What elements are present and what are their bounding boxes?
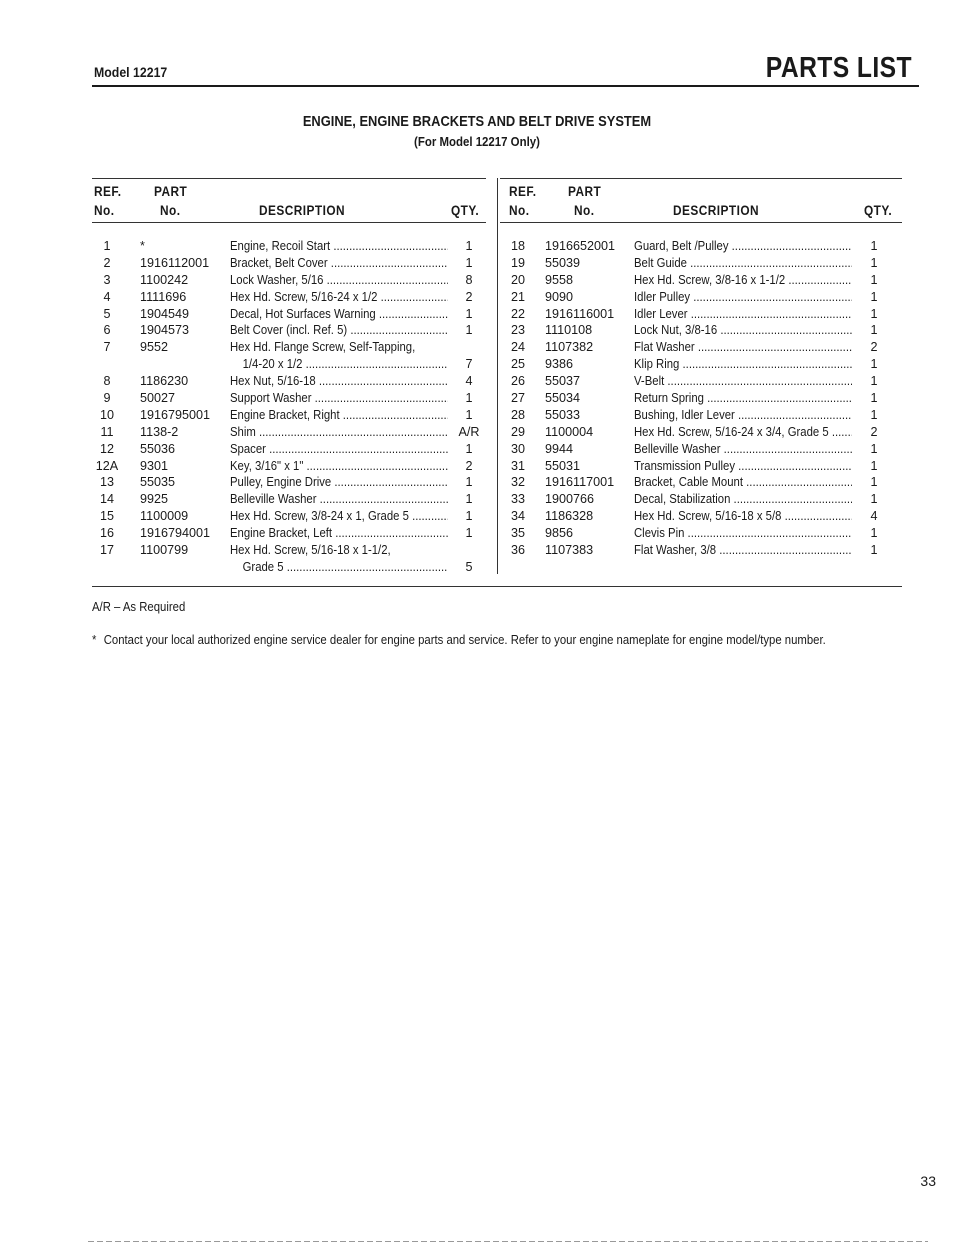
- table-row: [92, 390, 488, 407]
- table-row: [92, 407, 488, 424]
- part-number: 9558: [545, 272, 574, 287]
- part-description-text: Hex Hd. Screw, 5/16-18 x 5/8 .....: [634, 508, 852, 525]
- part-description: [230, 238, 448, 255]
- ref-number: 23: [510, 323, 525, 338]
- part-description: [634, 458, 852, 475]
- part-quantity: 2: [465, 458, 473, 473]
- header-bottom-rule-right: [500, 222, 902, 223]
- table-row: [500, 373, 900, 390]
- engine-footnote-text: Contact your local authorized engine service dealer for engine parts and service. Refer to your engine nameplate for engine model/type number.: [103, 633, 826, 647]
- ref-number: 12: [99, 441, 114, 456]
- part-description-text: Flat Washer .....: [634, 339, 852, 356]
- part-quantity: 1: [870, 357, 878, 372]
- part-quantity: 1: [870, 492, 878, 507]
- part-description: [634, 339, 852, 356]
- ref-number: 29: [510, 424, 525, 439]
- section-title: ENGINE, ENGINE BRACKETS AND BELT DRIVE SYSTEM: [302, 113, 652, 130]
- part-number: 9090: [545, 289, 574, 304]
- table-row: [92, 542, 488, 559]
- part-description-text: Klip Ring .....: [634, 356, 852, 373]
- left-ref-header-1: REF.: [94, 184, 122, 199]
- table-row: [92, 441, 488, 458]
- ref-number: 8: [103, 374, 111, 389]
- ref-number: 3: [103, 272, 111, 287]
- table-row: [92, 339, 488, 356]
- part-quantity: 2: [870, 340, 878, 355]
- right-part-header-2: No.: [574, 203, 595, 218]
- part-quantity: 1: [870, 441, 878, 456]
- part-description: [634, 424, 852, 441]
- part-quantity: 1: [870, 475, 878, 490]
- part-description-text: Bushing, Idler Lever .....: [634, 407, 852, 424]
- part-quantity: 1: [465, 407, 473, 422]
- part-description: [634, 525, 852, 542]
- part-number: 1107382: [545, 340, 594, 355]
- ref-number: 24: [510, 340, 525, 355]
- part-description-text: Support Washer .....: [230, 390, 448, 407]
- table-top-rule-left: [92, 178, 486, 179]
- table-row: [500, 458, 900, 475]
- part-number: 1916795001: [140, 407, 211, 422]
- part-number: 55031: [545, 458, 581, 473]
- table-row: [92, 238, 488, 255]
- part-quantity: 1: [465, 323, 473, 338]
- part-number: 1186328: [545, 509, 594, 524]
- ref-number: 20: [510, 272, 525, 287]
- part-description-text: Transmission Pulley .....: [634, 458, 852, 475]
- part-description: [230, 289, 448, 306]
- part-description-text: V-Belt .....: [634, 373, 852, 390]
- part-quantity: 1: [870, 374, 878, 389]
- part-description: [230, 525, 448, 542]
- part-description: [230, 458, 448, 475]
- part-quantity: 1: [465, 441, 473, 456]
- column-divider: [497, 178, 498, 574]
- part-quantity: 1: [870, 543, 878, 558]
- part-description: [230, 339, 448, 356]
- left-parts-table: [92, 238, 488, 576]
- ref-number: 25: [510, 357, 525, 372]
- part-description-text: Engine, Recoil Start .....: [230, 238, 448, 255]
- table-row: [92, 458, 488, 475]
- part-description: [634, 306, 852, 323]
- part-number: 1100009: [140, 509, 189, 524]
- part-quantity: 4: [465, 374, 473, 389]
- header-bottom-rule-left: [92, 222, 486, 223]
- table-row: [500, 356, 900, 373]
- part-quantity: 1: [870, 255, 878, 270]
- part-number: 1904573: [140, 323, 190, 338]
- right-part-header-1: PART: [568, 184, 602, 199]
- ref-number: 27: [510, 391, 525, 406]
- part-description: [634, 322, 852, 339]
- asterisk-mark: *: [92, 633, 97, 647]
- part-description: [634, 373, 852, 390]
- part-description-text: Flat Washer, 3/8 .....: [634, 542, 852, 559]
- part-quantity: 8: [465, 272, 473, 287]
- part-quantity: 1: [870, 306, 878, 321]
- ref-number: 15: [99, 509, 114, 524]
- table-row: [500, 339, 900, 356]
- ref-number: 12A: [95, 458, 119, 473]
- part-description-text: Belt Cover (incl. Ref. 5) .....: [230, 322, 448, 339]
- part-number: 1186230: [140, 374, 189, 389]
- part-description-text: Lock Nut, 3/8-16 .....: [634, 322, 852, 339]
- table-row: [92, 474, 488, 491]
- right-ref-header-1: REF.: [509, 184, 537, 199]
- part-description-text: Hex Hd. Screw, 3/8-24 x 1, Grade 5 .....: [230, 508, 448, 525]
- table-row: [92, 289, 488, 306]
- table-row: [500, 289, 900, 306]
- part-description-text: Hex Hd. Screw, 5/16-24 x 1/2 .....: [230, 289, 448, 306]
- ref-number: 18: [510, 239, 525, 253]
- table-row: [500, 525, 900, 542]
- part-description-text: Hex Hd. Screw, 5/16-24 x 3/4, Grade 5 .....: [634, 424, 852, 441]
- ref-number: 26: [510, 374, 525, 389]
- ref-number: 31: [510, 458, 525, 473]
- table-row: [500, 322, 900, 339]
- part-description: [634, 491, 852, 508]
- right-parts-table: [500, 238, 900, 559]
- table-row: [500, 390, 900, 407]
- right-ref-header-2: No.: [509, 203, 530, 218]
- left-ref-header-2: No.: [94, 203, 115, 218]
- part-number: 55036: [140, 441, 176, 456]
- part-number: 9925: [140, 492, 169, 507]
- ref-number: 17: [99, 543, 114, 558]
- part-description-text: Belleville Washer .....: [634, 441, 852, 458]
- ref-number: 30: [510, 441, 525, 456]
- left-description-header: DESCRIPTION: [259, 203, 346, 218]
- part-quantity: 1: [465, 526, 473, 541]
- part-quantity: 1: [465, 239, 473, 253]
- right-description-header: DESCRIPTION: [673, 203, 760, 218]
- part-quantity: 1: [870, 289, 878, 304]
- part-number: 1100004: [545, 424, 594, 439]
- part-description: [230, 356, 448, 373]
- part-number: 1916112001: [140, 255, 210, 270]
- part-quantity: 1: [870, 272, 878, 287]
- part-description-text: Lock Washer, 5/16 .....: [230, 272, 448, 289]
- part-quantity: 2: [870, 424, 878, 439]
- part-quantity: 1: [465, 391, 473, 406]
- table-row: [92, 373, 488, 390]
- ref-number: 14: [99, 492, 114, 507]
- page-title: PARTS LIST: [765, 52, 912, 84]
- part-description: [634, 238, 852, 255]
- part-number: 55037: [545, 374, 581, 389]
- part-description: [230, 441, 448, 458]
- table-row: [500, 255, 900, 272]
- part-description-text: Hex Hd. Flange Screw, Self-Tapping,: [230, 340, 416, 355]
- ref-number: 22: [510, 306, 525, 321]
- header-rule: [92, 85, 919, 87]
- ref-number: 4: [103, 289, 111, 304]
- part-description: [634, 390, 852, 407]
- part-description: [634, 356, 852, 373]
- ref-number: 10: [99, 407, 114, 422]
- table-bottom-rule: [92, 586, 902, 587]
- part-number: 9386: [545, 357, 574, 372]
- part-description-text: Bracket, Belt Cover .....: [230, 255, 448, 272]
- ref-number: 28: [510, 407, 525, 422]
- part-quantity: 2: [465, 289, 473, 304]
- table-row: [500, 474, 900, 491]
- part-number: 1916794001: [140, 526, 211, 541]
- part-quantity: 1: [870, 526, 878, 541]
- part-description: [634, 508, 852, 525]
- part-description-text: Hex Hd. Screw, 3/8-16 x 1-1/2 .....: [634, 272, 852, 289]
- part-number: 1916652001: [545, 239, 616, 253]
- part-number: 1916117001: [545, 475, 615, 490]
- ref-number: 13: [99, 475, 114, 490]
- part-description: [230, 322, 448, 339]
- part-quantity: 1: [465, 475, 473, 490]
- ref-number: 33: [510, 492, 525, 507]
- part-description: [634, 542, 852, 559]
- ref-number: 19: [510, 255, 525, 270]
- left-part-header-1: PART: [154, 184, 188, 199]
- ref-number: 16: [99, 526, 114, 541]
- part-description: [230, 306, 448, 323]
- part-description-text: Hex Hd. Screw, 5/16-18 x 1-1/2,: [230, 543, 391, 558]
- table-row: [500, 441, 900, 458]
- part-number: 1100242: [140, 272, 189, 287]
- table-row: [500, 238, 900, 255]
- part-description: [230, 407, 448, 424]
- ref-number: 34: [510, 509, 525, 524]
- part-description: [634, 289, 852, 306]
- part-description: [230, 373, 448, 390]
- part-number: 50027: [140, 391, 176, 406]
- table-top-rule-right: [500, 178, 902, 179]
- part-quantity: A/R: [458, 424, 480, 439]
- part-quantity: 1: [870, 323, 878, 338]
- part-description: [230, 272, 448, 289]
- ref-number: 5: [103, 306, 111, 321]
- part-description-text: Hex Nut, 5/16-18 .....: [230, 373, 448, 390]
- table-row: [92, 272, 488, 289]
- part-quantity: 1: [465, 306, 473, 321]
- ref-number: 9: [103, 391, 111, 406]
- engine-footnote: [92, 632, 857, 649]
- part-description-text: Idler Pulley .....: [634, 289, 852, 306]
- part-number: 1107383: [545, 543, 594, 558]
- section-subtitle: (For Model 12217 Only): [414, 134, 540, 149]
- part-description: [230, 424, 448, 441]
- part-description: [230, 255, 448, 272]
- left-qty-header: QTY.: [451, 203, 480, 218]
- part-description: [634, 474, 852, 491]
- part-description-text: Grade 5 .....: [230, 559, 448, 576]
- part-description-text: Bracket, Cable Mount .....: [634, 474, 852, 491]
- table-row: [92, 525, 488, 542]
- ref-number: 36: [510, 543, 525, 558]
- part-number: 9856: [545, 526, 574, 541]
- table-row: [92, 508, 488, 525]
- table-row: [92, 255, 488, 272]
- part-quantity: 1: [870, 458, 878, 473]
- part-quantity: 1: [870, 407, 878, 422]
- table-row: [92, 306, 488, 323]
- part-description-text: Clevis Pin .....: [634, 525, 852, 542]
- part-description: [634, 441, 852, 458]
- part-quantity: 1: [465, 492, 473, 507]
- part-number: 55033: [545, 407, 581, 422]
- table-row: [500, 272, 900, 289]
- part-description: [634, 255, 852, 272]
- part-number: 55035: [140, 475, 176, 490]
- as-required-footnote: A/R – As Required: [92, 600, 186, 614]
- part-description: [230, 559, 448, 576]
- part-number: 1904549: [140, 306, 190, 321]
- part-number: 1110108: [545, 323, 593, 338]
- part-number: 55039: [545, 255, 581, 270]
- part-number: *: [140, 239, 145, 253]
- left-part-header-2: No.: [160, 203, 181, 218]
- part-description-text: 1/4-20 x 1/2 .....: [230, 356, 448, 373]
- part-number: 1916116001: [545, 306, 615, 321]
- part-number: 9944: [545, 441, 574, 456]
- part-description: [230, 474, 448, 491]
- part-description-text: Belt Guide .....: [634, 255, 852, 272]
- table-row: [92, 559, 488, 576]
- part-number: 9552: [140, 340, 169, 355]
- ref-number: 21: [510, 289, 525, 304]
- part-description-text: Return Spring .....: [634, 390, 852, 407]
- part-number: 1111696: [140, 289, 187, 304]
- table-row: [92, 322, 488, 339]
- page-bottom-rule: [88, 1241, 928, 1242]
- ref-number: 1: [103, 239, 111, 253]
- model-label: Model 12217: [94, 64, 168, 80]
- table-row: [92, 424, 488, 441]
- part-description: [230, 390, 448, 407]
- table-row: [500, 491, 900, 508]
- part-description-text: Pulley, Engine Drive .....: [230, 474, 448, 491]
- part-number: 1900766: [545, 492, 595, 507]
- part-description-text: Engine Bracket, Right .....: [230, 407, 448, 424]
- part-quantity: 1: [870, 239, 878, 253]
- ref-number: 35: [510, 526, 525, 541]
- part-number: 55034: [545, 391, 581, 406]
- part-description: [634, 272, 852, 289]
- part-description: [230, 491, 448, 508]
- part-number: 9301: [140, 458, 169, 473]
- part-description-text: Engine Bracket, Left .....: [230, 525, 448, 542]
- ref-number: 7: [103, 340, 111, 355]
- part-number: 1100799: [140, 543, 189, 558]
- part-description-text: Shim .....: [230, 424, 448, 441]
- part-description: [230, 542, 448, 559]
- part-quantity: 1: [465, 255, 473, 270]
- table-row: [92, 491, 488, 508]
- part-description: [634, 407, 852, 424]
- ref-number: 2: [103, 255, 111, 270]
- part-description-text: Key, 3/16" x 1" .....: [230, 458, 448, 475]
- ref-number: 6: [103, 323, 111, 338]
- part-quantity: 5: [465, 559, 473, 574]
- part-description-text: Decal, Stabilization .....: [634, 491, 852, 508]
- table-row: [92, 356, 488, 373]
- right-qty-header: QTY.: [864, 203, 893, 218]
- table-row: [500, 424, 900, 441]
- page-number: 33: [920, 1173, 936, 1189]
- ref-number: 11: [100, 424, 114, 439]
- part-number: 1138-2: [140, 424, 179, 439]
- part-quantity: 1: [870, 391, 878, 406]
- table-row: [500, 306, 900, 323]
- part-description-text: Decal, Hot Surfaces Warning .....: [230, 306, 448, 323]
- table-row: [500, 542, 900, 559]
- part-description-text: Spacer .....: [230, 441, 448, 458]
- part-description-text: Idler Lever .....: [634, 306, 852, 323]
- part-description: [230, 508, 448, 525]
- part-description-text: Guard, Belt /Pulley .....: [634, 238, 852, 255]
- part-quantity: 1: [465, 509, 473, 524]
- table-row: [500, 508, 900, 525]
- part-description-text: Belleville Washer .....: [230, 491, 448, 508]
- ref-number: 32: [510, 475, 525, 490]
- table-row: [500, 407, 900, 424]
- part-quantity: 7: [465, 357, 473, 372]
- part-quantity: 4: [870, 509, 878, 524]
